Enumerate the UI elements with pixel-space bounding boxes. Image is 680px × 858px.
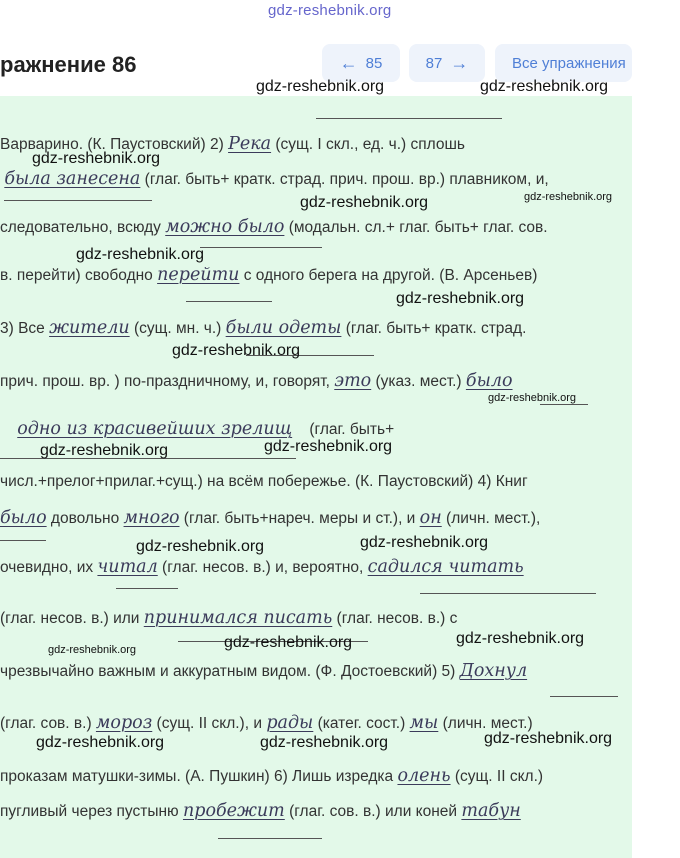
watermark: gdz-reshebnik.org <box>48 644 137 656</box>
watermark: gdz-reshebnik.org <box>264 438 393 455</box>
answer-word: было <box>465 371 513 391</box>
answer-rule <box>316 118 502 119</box>
text-line-6 <box>0 371 513 391</box>
watermark: gdz-reshebnik.org <box>488 392 577 404</box>
watermark: gdz-reshebnik.org <box>40 442 169 459</box>
answer-word: принимался писать <box>143 608 333 628</box>
watermark: gdz-reshebnik.org <box>32 150 161 167</box>
answer-word: жители <box>49 318 130 338</box>
line-text: (глаг. несов. в.) или <box>0 610 144 627</box>
answer-word: это <box>334 371 372 391</box>
answer-word: перейти <box>157 265 240 285</box>
line-text: (глаг. быть+нареч. меры и ст.), и <box>179 510 420 527</box>
line-text: (глаг. несов. в.) и, вероятно, <box>157 559 368 576</box>
answer-rule <box>420 593 596 594</box>
line-text: (глаг. быть+ <box>305 421 395 438</box>
text-line-5 <box>0 318 526 338</box>
line-text: (глаг. сов. в.) или коней <box>284 803 462 820</box>
prev-exercise-button[interactable] <box>322 44 400 82</box>
line-text: (личн. мест.) <box>438 715 533 732</box>
site-watermark-top: gdz-reshebnik.org <box>268 2 392 19</box>
all-exercises-label: Все упражнения <box>512 54 626 72</box>
line-text: (сущ. I скл., ед. ч.) сплошь <box>271 136 465 153</box>
text-line-14 <box>0 766 543 786</box>
watermark: gdz-reshebnik.org <box>480 78 609 95</box>
answer-word: олень <box>397 766 451 786</box>
text-line-13 <box>0 713 533 733</box>
line-text: 3) Все <box>0 320 50 337</box>
line-text: следовательно, всюду <box>0 219 166 236</box>
answer-rule <box>218 838 322 839</box>
answer-rule <box>186 301 272 302</box>
arrow-left-icon: ← <box>339 53 358 73</box>
line-text: (глаг. несов. в.) с <box>332 610 458 627</box>
answer-word: пробежит <box>182 801 285 821</box>
text-line-11 <box>0 608 457 628</box>
line-text: чрезвычайно важным и аккуратным видом. (Ф. Достоевский) 5) <box>0 663 460 680</box>
watermark: gdz-reshebnik.org <box>260 734 389 751</box>
line-text: (глаг. сов. в.) <box>0 715 96 732</box>
answer-rule <box>116 588 178 589</box>
watermark: gdz-reshebnik.org <box>224 634 353 651</box>
text-line-7 <box>0 419 394 439</box>
line-text: (сущ. мн. ч.) <box>129 320 226 337</box>
answer-word: была занесена <box>4 169 141 189</box>
watermark: gdz-reshebnik.org <box>136 538 265 555</box>
answer-rule <box>550 696 618 697</box>
watermark: gdz-reshebnik.org <box>256 78 385 95</box>
line-text: Варварино. (К. Паустовский) 2) <box>0 136 229 153</box>
answer-word: одно из красивейших зрелищ <box>17 419 293 439</box>
answer-rule <box>0 540 46 541</box>
answer-word: мороз <box>95 713 153 733</box>
line-text: (личн. мест.), <box>441 510 541 527</box>
line-text: (глаг. быть+ кратк. страд. прич. прош. вр.) плавником, и, <box>140 171 549 188</box>
all-exercises-button[interactable] <box>495 44 632 82</box>
answer-word: читал <box>97 557 158 577</box>
next-exercise-button[interactable] <box>409 44 485 82</box>
line-text: (глаг. быть+ кратк. страд. <box>341 320 527 337</box>
arrow-right-icon: → <box>450 53 469 73</box>
line-text: с одного берега на другой. (В. Арсеньев) <box>239 267 538 284</box>
watermark: gdz-reshebnik.org <box>36 734 165 751</box>
answer-word: было <box>0 508 47 528</box>
watermark: gdz-reshebnik.org <box>300 194 429 211</box>
text-line-15 <box>0 801 521 821</box>
answer-word: Река <box>228 134 272 154</box>
answer-word: много <box>123 508 180 528</box>
answer-word: Дохнул <box>459 661 528 681</box>
text-line-10 <box>0 557 524 577</box>
line-text: в. перейти) свободно <box>0 267 158 284</box>
answer-rule <box>540 404 588 405</box>
watermark: gdz-reshebnik.org <box>524 191 613 203</box>
watermark: gdz-reshebnik.org <box>360 534 489 551</box>
answer-word: мы <box>409 713 439 733</box>
line-text: прич. прош. вр. ) по-праздничному, и, говорят, <box>0 373 335 390</box>
line-text: (модальн. сл.+ глаг. быть+ глаг. сов. <box>284 219 548 236</box>
prev-exercise-label: 85 <box>365 54 383 72</box>
answer-word: можно было <box>165 217 285 237</box>
watermark: gdz-reshebnik.org <box>172 342 301 359</box>
text-line-3 <box>0 217 548 237</box>
line-text: очевидно, их <box>0 559 98 576</box>
next-exercise-label: 87 <box>425 54 443 72</box>
answer-rule <box>4 200 152 201</box>
line-text: (сущ. II скл.) <box>450 768 544 785</box>
watermark: gdz-reshebnik.org <box>456 630 585 647</box>
answer-word: он <box>419 508 442 528</box>
text-line-9 <box>0 508 540 528</box>
answer-word: рады <box>266 713 314 733</box>
answer-word: садился читать <box>367 557 524 577</box>
answer-word: были одеты <box>225 318 342 338</box>
line-text: (указ. мест.) <box>371 373 466 390</box>
line-text: (катег. сост.) <box>313 715 410 732</box>
watermark: gdz-reshebnik.org <box>484 730 613 747</box>
text-line-4 <box>0 265 537 285</box>
text-line-12 <box>0 661 527 681</box>
text-line-8 <box>0 473 528 491</box>
answer-word: табун <box>461 801 521 821</box>
line-text: числ.+прелог+прилаг.+сущ.) на всём побережье. (К. Паустовский) 4) Книг <box>0 473 528 490</box>
line-text: (сущ. II скл.), и <box>152 715 267 732</box>
text-line-2 <box>0 169 549 189</box>
line-text: довольно <box>46 510 124 527</box>
line-text: проказам матушки-зимы. (А. Пушкин) 6) Лишь изредка <box>0 768 398 785</box>
watermark: gdz-reshebnik.org <box>396 290 525 307</box>
page-title: ражнение 86 <box>0 52 137 77</box>
answer-rule <box>200 247 322 248</box>
watermark: gdz-reshebnik.org <box>76 246 205 263</box>
line-text: пугливый через пустыню <box>0 803 183 820</box>
